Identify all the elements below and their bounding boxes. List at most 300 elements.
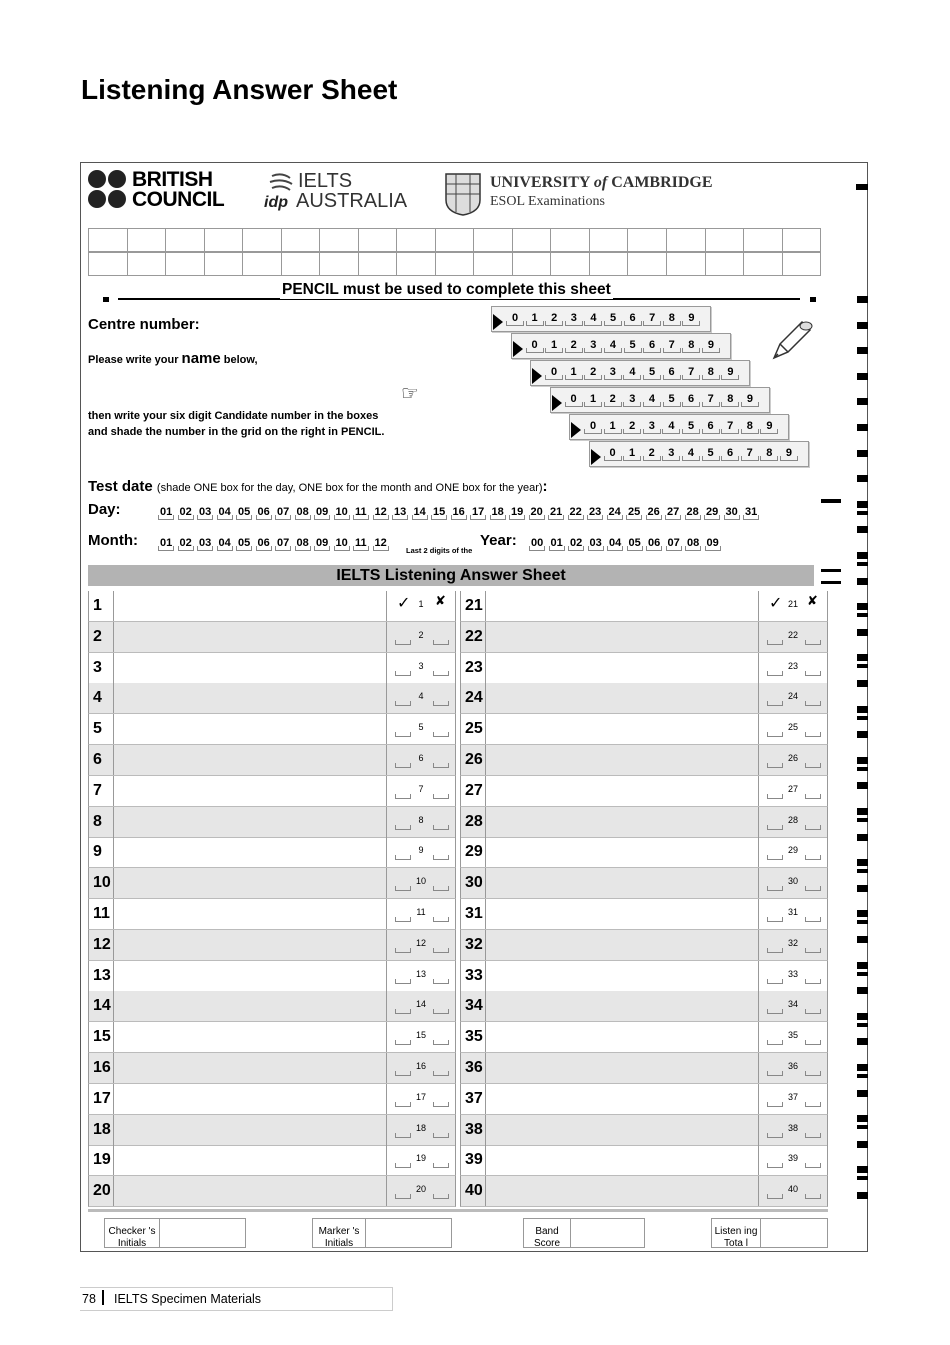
incorrect-box[interactable]	[433, 794, 449, 799]
incorrect-box[interactable]	[433, 671, 449, 676]
correct-box[interactable]	[395, 794, 411, 799]
incorrect-box[interactable]	[433, 732, 449, 737]
correct-box[interactable]	[767, 948, 783, 953]
candidate-digit-option[interactable]: 0	[529, 339, 541, 351]
candidate-digit-option[interactable]: 0	[509, 312, 521, 324]
incorrect-box[interactable]	[433, 1194, 449, 1199]
candidate-digit-option[interactable]: 2	[626, 420, 638, 432]
day-option[interactable]: 18	[491, 506, 504, 518]
question-number: 26	[465, 751, 483, 768]
candidate-digit-option[interactable]: 6	[627, 312, 639, 324]
timing-mark	[821, 499, 841, 503]
question-number: 4	[93, 689, 102, 707]
candidate-digit-option[interactable]: 7	[685, 366, 697, 378]
candidate-digit-option[interactable]: 2	[607, 393, 619, 405]
candidate-digit-option[interactable]: 8	[763, 447, 775, 459]
timing-mark	[857, 629, 868, 636]
day-option[interactable]: 12	[374, 506, 387, 518]
correct-box[interactable]	[767, 1133, 783, 1138]
day-option[interactable]: 16	[452, 506, 465, 518]
candidate-digit-option[interactable]: 4	[626, 366, 638, 378]
correct-box[interactable]	[395, 1163, 411, 1168]
answer-input[interactable]	[485, 991, 759, 1021]
marking-cell	[757, 1176, 829, 1206]
candidate-digit-option[interactable]: 2	[548, 312, 560, 324]
candidate-digit-option[interactable]: 0	[607, 447, 619, 459]
correct-box[interactable]	[395, 1040, 411, 1045]
answer-input[interactable]	[485, 1084, 759, 1114]
incorrect-box[interactable]	[805, 701, 821, 706]
day-option[interactable]: 29	[706, 506, 719, 518]
incorrect-box[interactable]	[433, 825, 449, 830]
answer-row	[88, 1084, 456, 1115]
day-option[interactable]: 11	[355, 506, 367, 518]
correct-box[interactable]	[767, 763, 783, 768]
answer-input[interactable]	[485, 683, 759, 713]
correct-box[interactable]	[767, 1102, 783, 1107]
correct-box[interactable]	[395, 1133, 411, 1138]
correct-box[interactable]	[395, 825, 411, 830]
incorrect-box[interactable]	[433, 763, 449, 768]
month-option[interactable]: 05	[238, 537, 251, 549]
marking-cell	[385, 1115, 457, 1145]
candidate-digit-option[interactable]: 2	[568, 339, 580, 351]
day-option[interactable]: 26	[647, 506, 660, 518]
marking-cell	[757, 591, 829, 621]
answer-row	[460, 1115, 828, 1146]
year-option[interactable]: 02	[570, 537, 583, 549]
candidate-digit-option[interactable]: 3	[626, 393, 638, 405]
day-option[interactable]: 22	[569, 506, 582, 518]
answer-input[interactable]	[113, 807, 387, 837]
answer-row	[460, 745, 828, 776]
day-option[interactable]: 02	[179, 506, 192, 518]
candidate-digit-option[interactable]: 8	[666, 312, 678, 324]
month-option[interactable]: 07	[277, 537, 290, 549]
correct-box[interactable]	[767, 1040, 783, 1045]
incorrect-box[interactable]	[805, 855, 821, 860]
candidate-digit-option[interactable]: 5	[646, 366, 658, 378]
timing-mark	[857, 322, 868, 329]
correct-box[interactable]	[767, 794, 783, 799]
incorrect-box[interactable]	[805, 640, 821, 645]
year-option[interactable]: 04	[609, 537, 622, 549]
incorrect-box[interactable]	[805, 763, 821, 768]
marking-number: 14	[415, 999, 426, 1010]
correct-box[interactable]	[767, 732, 783, 737]
incorrect-box[interactable]	[433, 1102, 449, 1107]
row-marker-icon	[591, 449, 601, 465]
month-option[interactable]: 10	[335, 537, 348, 549]
incorrect-box[interactable]	[805, 1163, 821, 1168]
incorrect-box[interactable]	[805, 1040, 821, 1045]
candidate-digit-option[interactable]: 3	[587, 339, 599, 351]
candidate-digit-option[interactable]: 5	[705, 447, 717, 459]
answer-input[interactable]	[485, 899, 759, 929]
answer-input[interactable]	[485, 868, 759, 898]
correct-box[interactable]	[767, 1194, 783, 1199]
correct-box[interactable]	[767, 886, 783, 891]
answer-input[interactable]	[113, 961, 387, 991]
candidate-digit-option[interactable]: 3	[646, 420, 658, 432]
correct-box[interactable]	[395, 640, 411, 645]
name-boxes-row-2[interactable]	[88, 252, 821, 276]
answer-input[interactable]	[485, 622, 759, 652]
answer-input[interactable]	[113, 714, 387, 744]
candidate-digit-option[interactable]: 8	[705, 366, 717, 378]
incorrect-box[interactable]	[433, 917, 449, 922]
question-number: 40	[465, 1182, 483, 1200]
timing-mark	[857, 962, 868, 969]
incorrect-box[interactable]	[805, 732, 821, 737]
candidate-digit-option[interactable]: 2	[587, 366, 599, 378]
month-option[interactable]: 01	[160, 537, 173, 549]
answer-input[interactable]	[485, 1176, 759, 1206]
candidate-digit-option[interactable]: 5	[607, 312, 619, 324]
question-number: 36	[465, 1059, 483, 1076]
question-number: 23	[465, 658, 483, 676]
incorrect-box[interactable]	[805, 1071, 821, 1076]
day-option[interactable]: 25	[628, 506, 641, 518]
question-number: 37	[465, 1089, 483, 1107]
bc-line-2: COUNCIL	[132, 188, 225, 211]
year-option[interactable]: 03	[589, 537, 602, 549]
day-option[interactable]: 19	[511, 506, 524, 518]
candidate-digit-option[interactable]: 6	[705, 420, 717, 432]
answer-input[interactable]	[113, 868, 387, 898]
correct-box[interactable]	[395, 917, 411, 922]
correct-box[interactable]	[767, 701, 783, 706]
month-option[interactable]: 11	[355, 537, 367, 549]
day-option[interactable]: 24	[608, 506, 621, 518]
correct-box[interactable]	[767, 671, 783, 676]
answer-input[interactable]	[485, 591, 759, 621]
correct-box[interactable]	[767, 825, 783, 830]
incorrect-box[interactable]	[805, 671, 821, 676]
answer-input[interactable]	[485, 714, 759, 744]
incorrect-box[interactable]	[433, 1009, 449, 1014]
timing-mark	[857, 1125, 868, 1129]
answer-input[interactable]	[113, 653, 387, 683]
year-option[interactable]: 05	[628, 537, 641, 549]
candidate-digit-option[interactable]: 9	[744, 393, 756, 405]
candidate-digit-option[interactable]: 6	[724, 447, 736, 459]
answer-input[interactable]	[485, 1053, 759, 1083]
correct-box[interactable]	[767, 1071, 783, 1076]
candidate-digit-option[interactable]: 7	[744, 447, 756, 459]
correct-box[interactable]	[767, 917, 783, 922]
answer-input[interactable]	[113, 1145, 387, 1175]
candidate-digit-option[interactable]: 9	[783, 447, 795, 459]
marking-cell	[385, 1084, 457, 1114]
listening-total-label: Listen ing Tota l	[714, 1226, 758, 1249]
candidate-digit-option[interactable]: 2	[646, 447, 658, 459]
incorrect-box[interactable]	[433, 855, 449, 860]
answer-input[interactable]	[113, 930, 387, 960]
answer-input[interactable]	[113, 1176, 387, 1206]
question-number: 11	[93, 905, 110, 922]
candidate-digit-option[interactable]: 6	[666, 366, 678, 378]
candidate-digit-option[interactable]: 4	[646, 393, 658, 405]
candidate-digit-option[interactable]: 1	[548, 339, 560, 351]
correct-box[interactable]	[395, 948, 411, 953]
timing-mark	[857, 552, 868, 559]
day-option[interactable]: 07	[277, 506, 290, 518]
answer-input[interactable]	[485, 961, 759, 991]
day-option[interactable]: 04	[218, 506, 231, 518]
candidate-digit-option[interactable]: 7	[646, 312, 658, 324]
year-option[interactable]: 00	[531, 537, 544, 549]
incorrect-box[interactable]	[433, 1133, 449, 1138]
correct-box[interactable]	[395, 732, 411, 737]
answer-input[interactable]	[485, 1145, 759, 1175]
answer-input[interactable]	[113, 1115, 387, 1145]
candidate-digit-option[interactable]: 4	[607, 339, 619, 351]
day-option[interactable]: 21	[550, 506, 563, 518]
day-option[interactable]: 09	[316, 506, 329, 518]
timing-mark	[857, 450, 868, 457]
month-option[interactable]: 02	[179, 537, 192, 549]
year-option[interactable]: 08	[687, 537, 700, 549]
candidate-digit-option[interactable]: 5	[685, 420, 697, 432]
correct-box[interactable]	[395, 1194, 411, 1199]
pencil-notice: PENCIL must be used to complete this sheet	[282, 281, 611, 298]
question-number: 17	[93, 1089, 111, 1107]
correct-box[interactable]	[767, 979, 783, 984]
incorrect-box[interactable]	[433, 701, 449, 706]
month-option[interactable]: 06	[257, 537, 270, 549]
timing-mark	[857, 501, 868, 508]
timing-mark	[857, 664, 868, 668]
candidate-digit-option[interactable]: 1	[529, 312, 541, 324]
answer-input[interactable]	[485, 776, 759, 806]
incorrect-box[interactable]	[433, 1163, 449, 1168]
day-option[interactable]: 14	[413, 506, 426, 518]
day-option[interactable]: 15	[433, 506, 446, 518]
marking-cell	[385, 683, 457, 713]
year-label: Year:	[480, 532, 517, 549]
timing-mark	[857, 526, 868, 533]
answer-input[interactable]	[113, 991, 387, 1021]
candidate-digit-option[interactable]: 4	[587, 312, 599, 324]
month-option[interactable]: 12	[374, 537, 387, 549]
incorrect-box[interactable]	[805, 1133, 821, 1138]
candidate-digit-option[interactable]: 3	[568, 312, 580, 324]
candidate-digit-option[interactable]: 6	[685, 393, 697, 405]
name-instruction: Please write your name below,	[88, 350, 258, 367]
answer-input[interactable]	[113, 837, 387, 867]
answer-row	[88, 591, 456, 622]
candidate-digit-option[interactable]: 9	[763, 420, 775, 432]
marking-number: 25	[787, 722, 798, 733]
incorrect-box[interactable]	[433, 979, 449, 984]
day-option[interactable]: 23	[589, 506, 602, 518]
answer-row	[460, 961, 828, 992]
question-number: 14	[93, 997, 111, 1015]
marking-cell	[385, 961, 457, 991]
day-option[interactable]: 27	[667, 506, 680, 518]
incorrect-box[interactable]	[805, 979, 821, 984]
timing-mark	[821, 569, 841, 572]
correct-box[interactable]	[395, 1009, 411, 1014]
incorrect-box[interactable]	[433, 1071, 449, 1076]
candidate-digit-option[interactable]: 8	[685, 339, 697, 351]
correct-box[interactable]	[767, 1009, 783, 1014]
answer-input[interactable]	[113, 1084, 387, 1114]
candidate-digit-option[interactable]: 0	[587, 420, 599, 432]
answer-input[interactable]	[113, 745, 387, 775]
tick-icon: ✓	[397, 595, 411, 612]
day-option[interactable]: 13	[394, 506, 407, 518]
day-option[interactable]: 17	[472, 506, 485, 518]
question-number: 7	[93, 781, 102, 799]
cambridge-line-2: ESOL Examinations	[490, 194, 605, 209]
incorrect-box[interactable]	[805, 1102, 821, 1107]
candidate-digit-option[interactable]: 7	[666, 339, 678, 351]
answer-input[interactable]	[485, 930, 759, 960]
answer-input[interactable]	[485, 1022, 759, 1052]
year-option[interactable]: 07	[667, 537, 680, 549]
incorrect-box[interactable]	[433, 640, 449, 645]
candidate-digit-option[interactable]: 1	[607, 420, 619, 432]
timing-mark	[857, 1038, 868, 1045]
incorrect-box[interactable]	[433, 1040, 449, 1045]
answer-input[interactable]	[113, 622, 387, 652]
answer-input[interactable]	[113, 899, 387, 929]
candidate-digit-option[interactable]: 6	[646, 339, 658, 351]
day-option[interactable]: 30	[725, 506, 738, 518]
marking-cell	[385, 714, 457, 744]
answer-input[interactable]	[485, 745, 759, 775]
candidate-digit-option[interactable]: 1	[568, 366, 580, 378]
correct-box[interactable]	[395, 1102, 411, 1107]
answer-input[interactable]	[485, 1115, 759, 1145]
year-option[interactable]: 01	[550, 537, 563, 549]
candidate-digit-option[interactable]: 0	[548, 366, 560, 378]
candidate-digit-option[interactable]: 9	[705, 339, 717, 351]
candidate-digit-option[interactable]: 8	[724, 393, 736, 405]
incorrect-box[interactable]	[805, 1009, 821, 1014]
month-option[interactable]: 09	[316, 537, 329, 549]
correct-box[interactable]	[395, 763, 411, 768]
marking-cell	[757, 930, 829, 960]
day-option[interactable]: 06	[257, 506, 270, 518]
answer-sheet-heading: IELTS Listening Answer Sheet	[88, 565, 814, 586]
incorrect-box[interactable]	[805, 917, 821, 922]
incorrect-box[interactable]	[433, 886, 449, 891]
candidate-digit-option[interactable]: 1	[587, 393, 599, 405]
timing-mark	[857, 654, 868, 661]
incorrect-box[interactable]	[805, 948, 821, 953]
timing-mark	[857, 808, 868, 815]
year-option[interactable]: 06	[648, 537, 661, 549]
answer-input[interactable]	[485, 837, 759, 867]
candidate-digit-option[interactable]: 0	[568, 393, 580, 405]
correct-box[interactable]	[767, 1163, 783, 1168]
correct-box[interactable]	[395, 979, 411, 984]
correct-box[interactable]	[767, 855, 783, 860]
day-option[interactable]: 10	[335, 506, 348, 518]
timing-mark	[857, 347, 868, 354]
incorrect-box[interactable]	[805, 794, 821, 799]
correct-box[interactable]	[767, 640, 783, 645]
candidate-digit-option[interactable]: 1	[626, 447, 638, 459]
day-option[interactable]: 31	[745, 506, 758, 518]
day-option[interactable]: 28	[686, 506, 699, 518]
candidate-digit-option[interactable]: 3	[665, 447, 677, 459]
marking-cell	[757, 776, 829, 806]
marking-number: 35	[787, 1030, 798, 1041]
day-option[interactable]: 20	[530, 506, 543, 518]
day-option[interactable]: 08	[296, 506, 309, 518]
incorrect-box[interactable]	[805, 1194, 821, 1199]
marking-cell	[757, 868, 829, 898]
correct-box[interactable]	[395, 671, 411, 676]
candidate-digit-option[interactable]: 7	[724, 420, 736, 432]
marking-number: 7	[418, 783, 424, 794]
correct-box[interactable]	[395, 855, 411, 860]
incorrect-box[interactable]	[433, 948, 449, 953]
month-option[interactable]: 04	[218, 537, 231, 549]
year-option[interactable]: 09	[706, 537, 719, 549]
incorrect-box[interactable]	[805, 825, 821, 830]
answer-input[interactable]	[113, 1053, 387, 1083]
timing-mark	[857, 511, 868, 515]
question-number: 5	[93, 720, 102, 738]
centre-number-label: Centre number:	[88, 316, 200, 333]
incorrect-box[interactable]	[805, 886, 821, 891]
answer-input[interactable]	[113, 591, 387, 621]
month-option[interactable]: 08	[296, 537, 309, 549]
candidate-digit-option[interactable]: 5	[666, 393, 678, 405]
timing-mark	[857, 373, 868, 380]
day-option[interactable]: 05	[238, 506, 251, 518]
answer-input[interactable]	[485, 807, 759, 837]
timing-mark	[857, 920, 868, 924]
answer-input[interactable]	[485, 653, 759, 683]
month-option[interactable]: 03	[199, 537, 212, 549]
answer-input[interactable]	[113, 1022, 387, 1052]
answer-row	[460, 930, 828, 961]
candidate-digit-option[interactable]: 7	[705, 393, 717, 405]
correct-box[interactable]	[395, 886, 411, 891]
candidate-digit-option[interactable]: 4	[685, 447, 697, 459]
candidate-digit-option[interactable]: 9	[724, 366, 736, 378]
candidate-digit-option[interactable]: 5	[627, 339, 639, 351]
candidate-digit-option[interactable]: 9	[685, 312, 697, 324]
cambridge-crest-icon	[444, 172, 482, 216]
answer-row	[460, 653, 828, 684]
name-boxes-row-1[interactable]	[88, 228, 821, 252]
question-number: 9	[93, 843, 102, 861]
marking-cell	[385, 1145, 457, 1175]
timing-mark	[857, 1090, 868, 1097]
candidate-digit-option[interactable]: 4	[665, 420, 677, 432]
answer-input[interactable]	[113, 683, 387, 713]
timing-mark	[857, 680, 868, 687]
question-number: 38	[465, 1120, 483, 1138]
marking-cell	[757, 653, 829, 683]
correct-box[interactable]	[395, 701, 411, 706]
candidate-digit-option[interactable]: 8	[744, 420, 756, 432]
timing-mark	[857, 885, 868, 892]
day-option[interactable]: 03	[199, 506, 212, 518]
correct-box[interactable]	[395, 1071, 411, 1076]
day-option[interactable]: 01	[160, 506, 173, 518]
candidate-digit-option[interactable]: 3	[607, 366, 619, 378]
answer-input[interactable]	[113, 776, 387, 806]
ielts-australia-logo	[262, 170, 408, 214]
